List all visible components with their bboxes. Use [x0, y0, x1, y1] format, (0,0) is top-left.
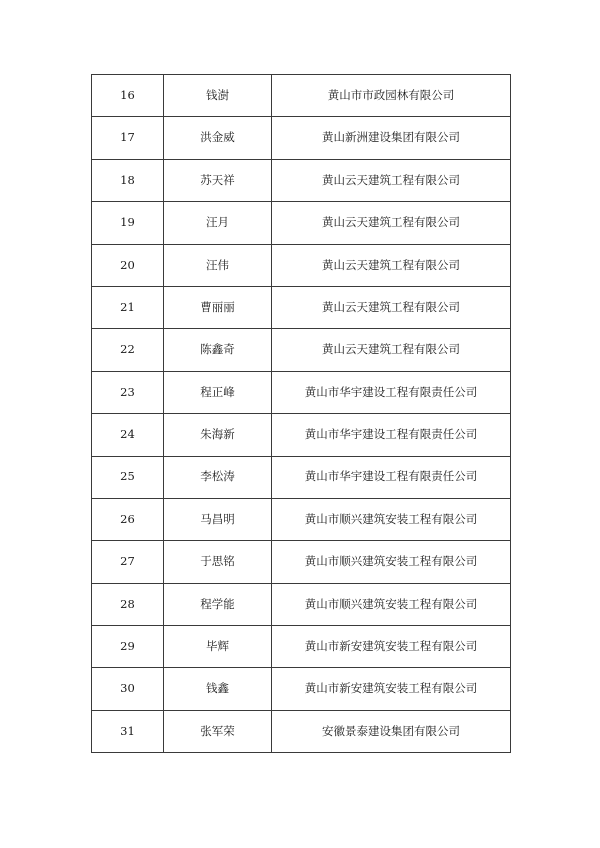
row-number-cell: 27 — [92, 541, 164, 583]
table-row — [92, 498, 511, 540]
person-name-cell: 曹丽丽 — [164, 286, 272, 328]
person-name-cell: 程学能 — [164, 583, 272, 625]
table-row — [92, 710, 511, 752]
table-row — [92, 286, 511, 328]
person-name-cell: 钱澍 — [164, 75, 272, 117]
company-name-cell: 黄山市华宇建设工程有限责任公司 — [272, 371, 511, 413]
person-name-cell: 钱鑫 — [164, 668, 272, 710]
row-number-cell: 23 — [92, 371, 164, 413]
person-name-cell: 陈鑫奇 — [164, 329, 272, 371]
company-name-cell: 黄山市顺兴建筑安装工程有限公司 — [272, 583, 511, 625]
row-number-cell: 31 — [92, 710, 164, 752]
person-name-cell: 毕辉 — [164, 626, 272, 668]
row-number-cell: 28 — [92, 583, 164, 625]
person-name-cell: 洪金威 — [164, 117, 272, 159]
company-name-cell: 黄山市新安建筑安装工程有限公司 — [272, 626, 511, 668]
company-name-cell: 黄山云天建筑工程有限公司 — [272, 329, 511, 371]
row-number-cell: 25 — [92, 456, 164, 498]
person-name-cell: 马昌明 — [164, 498, 272, 540]
table-body — [92, 75, 511, 753]
row-number-cell: 26 — [92, 498, 164, 540]
person-name-cell: 汪月 — [164, 202, 272, 244]
company-name-cell: 黄山云天建筑工程有限公司 — [272, 286, 511, 328]
row-number-cell: 20 — [92, 244, 164, 286]
person-name-cell: 苏天祥 — [164, 159, 272, 201]
row-number-cell: 19 — [92, 202, 164, 244]
person-name-cell: 朱海新 — [164, 414, 272, 456]
row-number-cell: 24 — [92, 414, 164, 456]
table-row — [92, 668, 511, 710]
company-name-cell: 黄山市顺兴建筑安装工程有限公司 — [272, 541, 511, 583]
row-number-cell: 21 — [92, 286, 164, 328]
company-name-cell: 黄山新洲建设集团有限公司 — [272, 117, 511, 159]
table-row — [92, 456, 511, 498]
company-name-cell: 黄山云天建筑工程有限公司 — [272, 244, 511, 286]
person-name-cell: 张军荣 — [164, 710, 272, 752]
table-row — [92, 329, 511, 371]
company-name-cell: 黄山市华宇建设工程有限责任公司 — [272, 414, 511, 456]
person-name-cell: 汪伟 — [164, 244, 272, 286]
table-row — [92, 75, 511, 117]
row-number-cell: 17 — [92, 117, 164, 159]
table-row — [92, 117, 511, 159]
table-row — [92, 583, 511, 625]
table-row — [92, 414, 511, 456]
company-name-cell: 黄山云天建筑工程有限公司 — [272, 202, 511, 244]
row-number-cell: 16 — [92, 75, 164, 117]
company-name-cell: 黄山市顺兴建筑安装工程有限公司 — [272, 498, 511, 540]
person-name-cell: 李松涛 — [164, 456, 272, 498]
company-name-cell: 黄山云天建筑工程有限公司 — [272, 159, 511, 201]
table-row — [92, 159, 511, 201]
table-row — [92, 202, 511, 244]
table-row — [92, 244, 511, 286]
row-number-cell: 22 — [92, 329, 164, 371]
table-row — [92, 626, 511, 668]
personnel-table — [91, 74, 511, 753]
person-name-cell: 程正峰 — [164, 371, 272, 413]
company-name-cell: 黄山市市政园林有限公司 — [272, 75, 511, 117]
person-name-cell: 于思铭 — [164, 541, 272, 583]
company-name-cell: 黄山市新安建筑安装工程有限公司 — [272, 668, 511, 710]
row-number-cell: 29 — [92, 626, 164, 668]
table-row — [92, 371, 511, 413]
table-row — [92, 541, 511, 583]
company-name-cell: 黄山市华宇建设工程有限责任公司 — [272, 456, 511, 498]
row-number-cell: 18 — [92, 159, 164, 201]
company-name-cell: 安徽景泰建设集团有限公司 — [272, 710, 511, 752]
row-number-cell: 30 — [92, 668, 164, 710]
